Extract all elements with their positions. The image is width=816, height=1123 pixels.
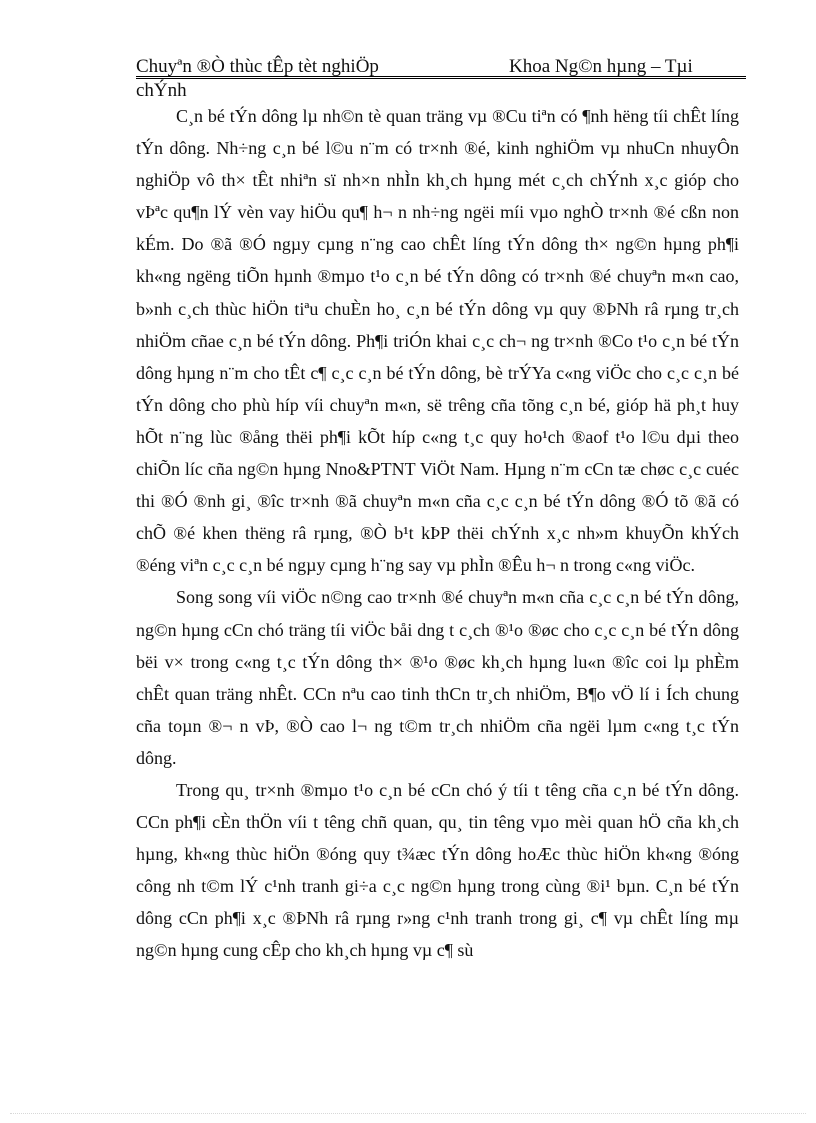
paragraph-3: Trong qu¸ tr×nh ®mµo t¹o c¸n bé cCn chó ý tíi t têng cña c¸n bé tÝn dông. CCn ph¶i cÈn thÖn víi t têng chñ quan, qu¸ tin têng vµo mèi quan hÖ cña kh¸ch hµng, kh«ng thùc hiÖn ®óng quy t¾æc tÝn dông hoÆc thùc hiÖn kh«ng ®óng công nh t©m lÝ c¹nh tranh gi÷a c¸c ng©n hµng trong cùng ®i¹ bµn. C¸n bé tÝn dông cCn ph¶i x¸c ®ÞNh râ rµng r»ng c¹nh tranh trong gi¸ c¶ vµ chÊt líng mµ ng©n hµng cung cÊp cho kh¸ch hµng vµ c¶ sù (136, 779, 739, 961)
header-title-right: Khoa Ng©n hµng – Tµi (509, 56, 693, 77)
paragraph-1: C¸n bé tÝn dông lµ nh©n tè quan träng vµ ®Cu tiªn có ¶nh hëng tíi chÊt líng tÝn dông. Nh÷ng c¸n bé l©u n¨m có tr×nh ®é, kinh nghiÖm vµ nhuCn nhuyÔn nghiÖp vô th× tÊt nhiªn sï nh×n nhÌn kh¸ch hµng mét c¸ch chÝnh x¸c gióp cho vÞªc qu¶n lÝ vèn vay hiÖu qu¶ h¬ n nh÷ng ngëi míi vµo nghÒ tr×nh ®é cßn non kÉm. Do ®ã ®Ó ngµy cµng n¨ng cao chÊt líng tÝn dông th× ng©n hµng ph¶i kh«ng ngëng tiÕn hµnh ®mµo t¹o c¸n bé tÝn dông có tr×nh ®é chuyªn m«n cao, b»nh c¸ch thùc hiÖn tiªu chuÈn ho¸ c¸n bé tÝn dông vµ quy ®ÞNh râ rµng tr¸ch nhiÖm cñae c¸n bé tÝn dông. Ph¶i triÓn khai c¸c ch¬ ng tr×nh ®Co t¹o c¸n bé tÝn dông hµng n¨m cho tÊt c¶ c¸c c¸n bé tÝn dông, bè trÝYa c«ng viÖc cho c¸c c¸n bé tÝn dông cho phù híp víi chuyªn m«n, së trêng cña tõng c¸n bé, gióp hä ph¸t huy hÕt n¨ng lùc ®ång thëi ph¶i kÕt híp c«ng t¸c quy ho¹ch ®aof t¹o l©u dµi theo chiÕn líc cña ng©n hµng Nno&PTNT ViÖt Nam. Hµng n¨m cCn tæ chøc c¸c cuéc thi ®Ó ®nh gi¸ ®îc tr×nh ®ã chuyªn m«n cña c¸c c¸n bé tÝn dông ®Ó tõ ®ã có chÕ ®é khen thëng râ rµng, ®Ò b¹t kÞP thëi chÝnh x¸c nh»m khuyÕn khÝch ®éng viªn c¸c c¸n bé ngµy cµng h¨ng say vµ phÌn ®Êu h¬ n trong c«ng viÖc. (136, 106, 739, 576)
page-header (136, 56, 746, 78)
page-bottom-divider (10, 1113, 806, 1114)
header-title-left: Chuyªn ®Ò thùc tÊp tèt nghiÖp (136, 56, 379, 77)
document-body (136, 100, 739, 967)
paragraph-2: Song song víi viÖc n©ng cao tr×nh ®é chuyªn m«n cña c¸c c¸n bé tÝn dông, ng©n hµng cCn chó träng tíi viÖc båi dng t c¸ch ®¹o ®øc cho c¸c c¸n bé tÝn dông bëi v× trong c«ng t¸c tÝn dông th× ®¹o ®øc kh¸ch hµng lu«n ®îc coi lµ phÈm chÊt quan träng nhÊt. CCn nªu cao tinh thCn tr¸ch nhiÖm, B¶o vÖ lí i Ích chung cña toµn ®¬ n vÞ, ®Ò cao l¬ ng t©m tr¸ch nhiÖm cña ngëi lµm c«ng t¸c tÝn dông. (136, 587, 739, 768)
header-rule (136, 76, 746, 79)
header-continuation: chÝnh (136, 80, 187, 101)
